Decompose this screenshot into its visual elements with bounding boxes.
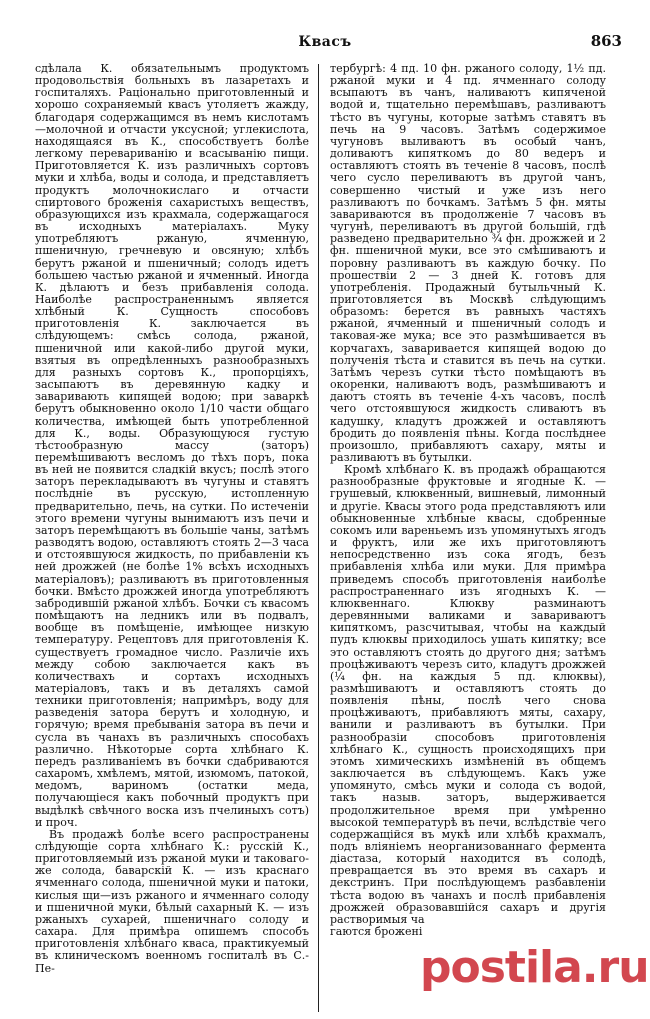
watermark-logo: postila.ru	[420, 942, 649, 993]
column-divider	[318, 64, 319, 1012]
page-number: 863	[590, 32, 622, 50]
page-header	[0, 0, 650, 60]
left-column	[35, 63, 309, 975]
right-column	[330, 63, 606, 938]
paragraph: Въ продажѣ болѣе всего распространены слѣдующіе сорта хлѣбнаго К.: русскій К., приготовляемый изъ ржаной муки и таковаго-же солода, баварскій К. — изъ краснаго ячменнаго солода, пшеничной муки и патоки, кислыя щи—изъ ржаного и ячменнаго солоду и пшеничной муки, бѣлый сахарный К. — изъ ржаныхъ сухарей, пшеничнаго солоду и сахара. Для примѣра опишемъ способъ приготовленія хлѣбнаго кваса, практикуемый въ клиническомъ военномъ госпиталѣ въ С.-Пе-	[35, 827, 309, 975]
running-title: Квасъ	[298, 34, 352, 50]
paragraph: сдѣлала К. обязательнымъ продуктомъ продовольствія больныхъ въ лазаретахъ и госпиталяхъ. Раціонально приготовленный и хорошо сохраняемый квасъ утоляетъ жажду, благодаря содержащимся въ немъ кислотамъ—молочной и отчасти уксусной; углекислота, находящаяся въ К., способствуетъ болѣе легкому перевариванію и всасыванію пищи. Приготовляется К. изъ различныхъ сортовъ муки и хлѣба, воды и солода, и представляетъ продуктъ молочнокислаго и отчасти спиртового броженія сахаристыхъ веществъ, образующихся изъ крахмала, содержащагося въ исходныхъ матеріалахъ. Муку употребляютъ ржаную, ячменную, пшеничную, гречневую и овсяную; хлѣбъ берутъ ржаной и пшеничный; солодъ идетъ большею частью ржаной и ячменный. Иногда К. дѣлаютъ и безъ прибавленія солода. Наиболѣе распространеннымъ является хлѣбный К. Сущность способовъ приготовленія К. заключается въ слѣдующемъ: смѣсь солода, ржаной, пшеничной или какой-либо другой муки, взятыя въ опредѣленныхъ разнообразныхъ для разныхъ сортовъ К., пропорціяхъ, засыпаютъ въ деревянную кадку и заваривають кипящей водою; при заваркѣ берутъ обыкновенно около 1/10 части общаго количества, имѣющей быть употребленной для К., воды. Образующуюся густую тѣстообразную массу (заторъ) перемѣшиваютъ весломъ до тѣхъ поръ, пока въ ней не появится сладкій вкусъ; послѣ этого заторъ перекладываютъ въ чугуны и ставятъ послѣдніе въ русскую, истопленную предварительно, печь, на сутки. По истеченіи этого времени чугуны вынимаютъ изъ печи и заторъ перемѣщаютъ въ большіе чаны, затѣмъ разводятъ водою, оставляютъ стоять 2—3 часа и отстоявшуюся жидкость, по прибавленіи къ ней дрожжей (не болѣе 1% всѣхъ исходныхъ матеріаловъ); разливаютъ въ приготовленныя бочки. Вмѣсто дрожжей иногда употребляютъ забродившій ржаной хлѣбъ. Бочки съ квасомъ помѣщаютъ на ледникъ или въ подвалъ, вообще въ помѣщеніе, имѣющее низкую температуру. Рецептовъ для приготовленія К. существуетъ громадное число. Различіе ихъ между собою заключается какъ въ количествахъ и сортахъ исходныхъ матеріаловъ, такъ и въ деталяхъ самой техники приготовленія; напримѣръ, воду для разведенія затора берутъ и холодную, и горячую; время пребыванія затора въ печи и сусла въ чанахъ въ различныхъ способахъ различно. Нѣкоторые сорта хлѣбнаго К. передъ разливаніемъ въ бочки сдабриваются сахаромъ, хмѣлемъ, мятой, изюмомъ, патокой, медомъ, вариномъ (остатки меда, получающіеся какъ побочный продуктъ при выдѣлкѣ свѣчного воска изъ пчелиныхъ сотъ) и проч.	[35, 62, 309, 829]
paragraph: гаются брожені	[330, 925, 423, 939]
paragraph: тербургѣ: 4 пд. 10 фн. ржаного солоду, 1½ пд. ржаной муки и 4 пд. ячменнаго солоду всыпаютъ въ чанъ, наливаютъ кипяченой водой и, тщательно перемѣшавъ, разливаютъ тѣсто въ чугуны, которые затѣмъ ставятъ въ печь на 9 часовъ. Затѣмъ содержимое чугуновъ выливаютъ въ особый чанъ, доливаютъ кипяткомъ до 80 ведеръ и оставляютъ стоять въ теченіе 8 часовъ, послѣ чего сусло переливаютъ въ другой чанъ, совершенно чистый и уже изъ него разливаютъ по бочкамъ. Затѣмъ 5 фн. мяты завариваются въ продолженіе 7 часовъ въ чугунѣ, переливаютъ въ другой большій, гдѣ разведено предварительно ¾ фн. дрожжей и 2 фн. пшеничной муки, все это смѣшиваютъ и поровну разливаютъ въ каждую бочку. По прошествіи 2 — 3 дней К. готовъ для употребленія. Продажный бутыльчный К. приготовляется въ Москвѣ слѣдующимъ образомъ: берется въ равныхъ частяхъ ржаной, ячменный и пшеничный солодъ и таковая-же мука; все это размѣшивается въ корчагахъ, заваривается кипящей водою до полученія тѣста и ставится въ печь на сутки. Затѣмъ черезъ сутки тѣсто помѣщаютъ въ окоренки, наливаютъ водъ, размѣшиваютъ и даютъ стоять въ теченіе 4-хъ часовъ, послѣ чего отстоявшуюся жидкость сливаютъ въ кадушку, кладутъ дрожжей и оставляютъ бродить до появленія пѣны. Когда послѣднее произошло, прибавляютъ сахару, мяты и разливаютъ въ бутылки.	[330, 62, 606, 464]
paragraph: Кромѣ хлѣбнаго К. въ продажѣ обращаются разнообразные фруктовые и ягодные К. — грушевый, клюквенный, вишневый, лимонный и другіе. Квасы этого рода представляютъ или обыкновенные хлѣбные квасы, сдобренные сокомъ или вареньемъ изъ упомянутыхъ ягодъ и фруктъ, или же ихъ приготовляютъ непосредственно изъ сока ягодъ, безъ прибавленія хлѣба или муки. Для примѣра приведемъ способъ приготовленія наиболѣе распространеннаго изъ ягодныхъ К. — клюквеннаго. Клюкву разминаютъ деревянными валиками и завариваютъ кипяткомъ, разсчитывая, чтобы на каждый пудъ клюквы приходилось ушать кипятку; все это оставляютъ стоять до другого дня; затѣмъ процѣживаютъ черезъ сито, кладутъ дрожжей (¼ фн. на каждыя 5 пд. клюквы), размѣшиваютъ и оставляютъ стоять до появленія пѣны, послѣ чего снова процѣживаютъ, прибавляютъ мяты, сахару, ванили и разливаютъ въ бутылки. При разнообразіи способовъ приготовленія хлѣбнаго К., сущность происходящихъ при этомъ химическихъ измѣненій въ общемъ заключается въ слѣдующемъ. Какъ уже упомянуто, смѣсь муки и солода съ водой, такъ назыв. заторъ, выдерживается продолжительное время при умѣренно высокой температурѣ въ печи, вслѣдствіе чего содержащійся въ мукѣ или хлѣбѣ крахмалъ, подъ вліяніемъ неорганизованнаго фермента діастаза, который находится въ солодѣ, превращается въ это время въ сахаръ и декстринъ. При послѣдующемъ разбавленіи тѣста водою въ чанахъ и послѣ прибавленія дрожжей образовавшійся сахаръ и другія растворимыя ча	[330, 463, 606, 926]
